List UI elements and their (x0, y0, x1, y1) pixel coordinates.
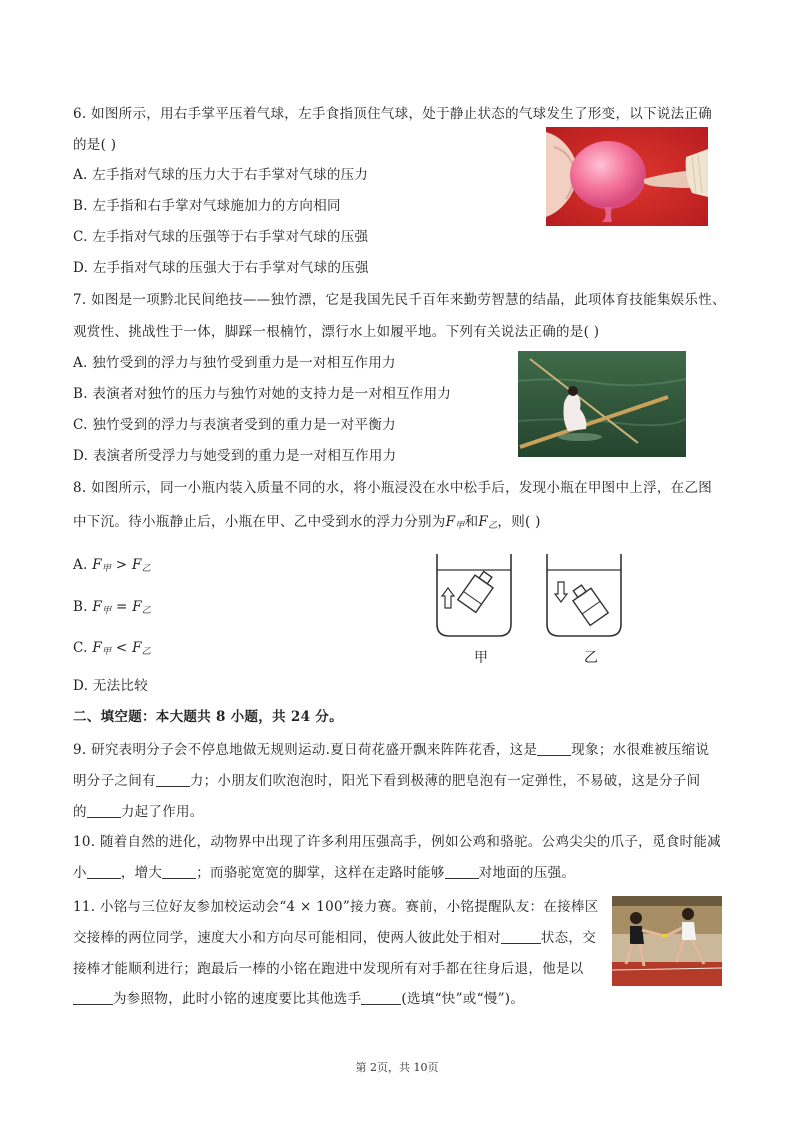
figure-label-yi: 乙 (584, 650, 599, 666)
q7-option-a: A. 独竹受到的浮力与独竹受到重力是一对相互作用力 (73, 355, 396, 371)
q8-option-d: D. 无法比较 (73, 678, 149, 694)
q7-option-b: B. 表演者对独竹的压力与独竹对她的支持力是一对相互作用力 (73, 386, 452, 402)
balloon-photo (546, 127, 708, 226)
relay-race-photo (612, 896, 722, 986)
q10-blank-1[interactable] (87, 864, 121, 879)
q6-option-b: B. 左手指和右手掌对气球施加力的方向相同 (73, 198, 341, 214)
q6-option-a: A. 左手指对气球的压力大于右手掌对气球的压力 (73, 167, 369, 183)
page-footer: 第 2页，共 10页 (355, 1061, 439, 1074)
q10-blank-3[interactable] (445, 864, 479, 879)
q10-line1: 10. 随着自然的进化，动物界中出现了许多利用压强高手，例如公鸡和骆驼。公鸡尖尖的爪子，觅食时能减 (73, 834, 721, 850)
q11-line1: 11. 小铭与三位好友参加校运动会“4 × 100”接力赛。赛前，小铭提醒队友：在接棒区 (73, 899, 599, 915)
q8-option-c: C. $F_甲 < F_乙$ (73, 640, 152, 657)
figure-label-jia: 甲 (474, 650, 489, 666)
q11-blank-1[interactable] (501, 929, 541, 944)
q9-blank-1[interactable] (537, 741, 571, 756)
section-heading-fill-blank: 二、填空题：本大题共 8 小题，共 24 分。 (73, 709, 343, 725)
q8-option-a: A. $F_甲 > F_乙$ (73, 557, 151, 574)
q11-blank-2[interactable] (73, 990, 113, 1005)
q9-line3: 的 力起了作用。 (73, 804, 204, 820)
q11-line4: 为参照物，此时小铭的速度要比其他选手 (选填“快”或“慢”)。 (73, 989, 524, 1009)
bottle-beakers-diagram (430, 552, 630, 668)
q9-blank-3[interactable] (87, 803, 121, 818)
q6-option-d: D. 左手指对气球的压强大于右手掌对气球的压强 (73, 260, 369, 276)
q9-blank-2[interactable] (156, 772, 190, 787)
q6-stem-line1: 6. 如图所示，用右手掌平压着气球，左手食指顶住气球，处于静止状态的气球发生了形变，以下说法正确 (73, 106, 713, 122)
q10-line2: 小 ，增大 ；而骆驼宽宽的脚掌，这样在走路时能够 对地面的压强。 (73, 865, 576, 881)
q10-blank-2[interactable] (162, 864, 196, 879)
q9-line2: 明分子之间有 力；小朋友们吹泡泡时，阳光下看到极薄的肥皂泡有一定弹性，不易破，这是分子间 (73, 773, 701, 789)
q7-stem-line1: 7. 如图是一项黔北民间绝技——独竹漂，它是我国先民千百年来勤劳智慧的结晶，此项体育技能集娱乐性、 (73, 292, 726, 308)
q11-line3: 接棒才能顺利进行；跑最后一棒的小铭在跑进中发现所有对手都在往身后退，他是以 (73, 961, 584, 977)
q8-option-b: B. $F_甲 = F_乙$ (73, 599, 152, 616)
q8-stem-line2: 中下沉。待小瓶静止后，小瓶在甲、乙中受到水的浮力分别为$F_甲$和$F_乙$，则( ) (73, 514, 541, 531)
q7-stem-line2: 观赏性、挑战性于一体，脚踩一根楠竹，漂行水上如履平地。下列有关说法正确的是( ) (73, 324, 600, 340)
q8-stem-line1: 8. 如图所示，同一小瓶内装入质量不同的水，将小瓶浸没在水中松手后，发现小瓶在甲图中上浮，在乙图 (73, 480, 713, 496)
q7-option-d: D. 表演者所受浮力与她受到的重力是一对相互作用力 (73, 448, 397, 464)
q11-blank-3[interactable] (361, 990, 401, 1005)
q9-line1: 9. 研究表明分子会不停息地做无规则运动.夏日荷花盛开飘来阵阵花香，这是 现象；水很难被压缩说 (73, 742, 710, 758)
q11-line2: 交接棒的两位同学，速度大小和方向尽可能相同，使两人彼此处于相对 状态，交 (73, 930, 597, 946)
q6-option-c: C. 左手指对气球的压强等于右手掌对气球的压强 (73, 229, 369, 245)
q6-stem-line2: 的是( ) (73, 137, 117, 153)
bamboo-rafting-photo (518, 351, 686, 457)
q7-option-c: C. 独竹受到的浮力与表演者受到的重力是一对平衡力 (73, 417, 396, 433)
